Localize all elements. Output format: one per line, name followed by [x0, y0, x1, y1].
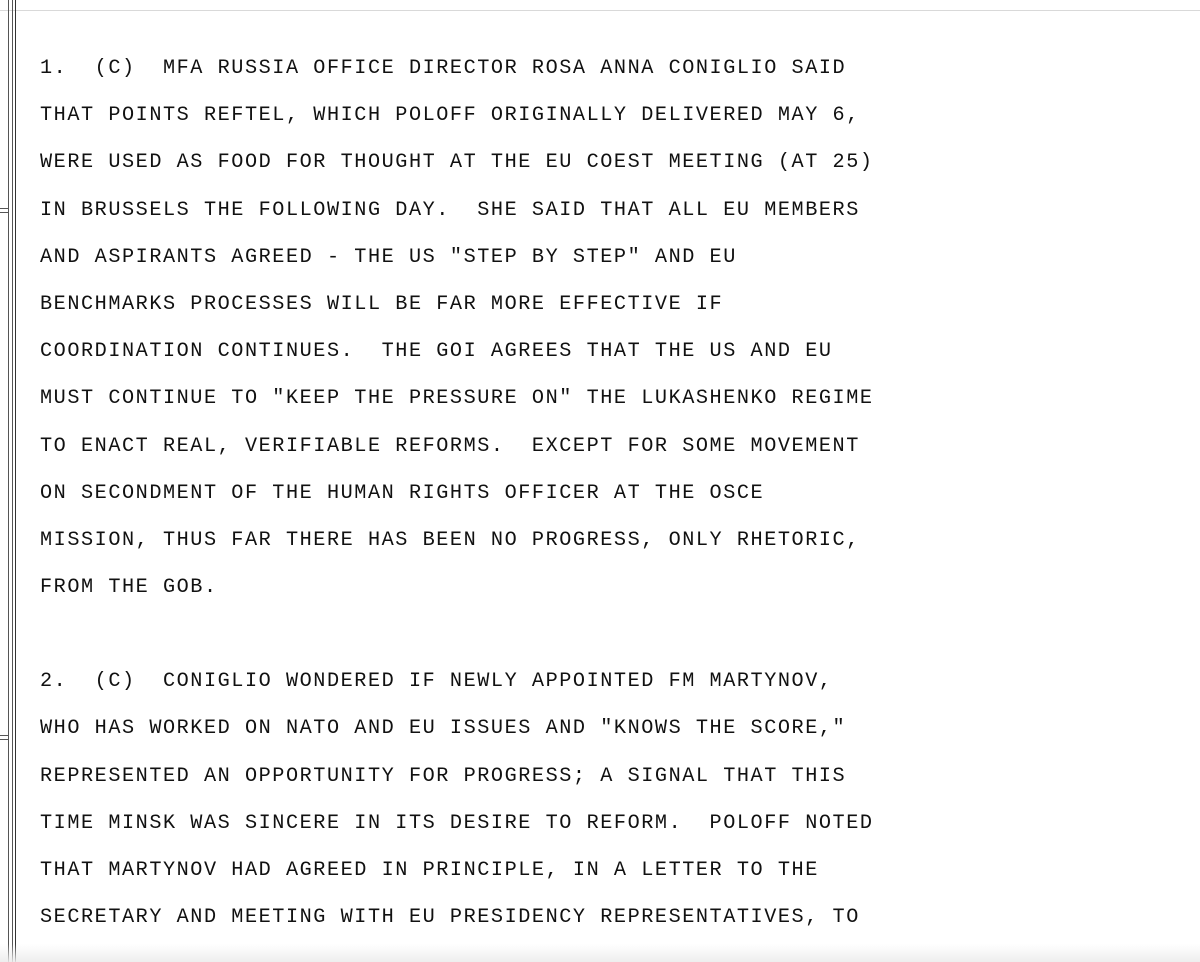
left-margin-rule — [8, 0, 9, 962]
text-line: MUST CONTINUE TO "KEEP THE PRESSURE ON" THE LUKASHENKO REGIME — [40, 387, 874, 411]
text-line: BENCHMARKS PROCESSES WILL BE FAR MORE EFFECTIVE IF — [40, 292, 724, 316]
text-line: THAT POINTS REFTEL, WHICH POLOFF ORIGINALLY DELIVERED MAY 6, — [40, 104, 860, 128]
cable-text-body — [40, 45, 1180, 941]
text-line: REPRESENTED AN OPPORTUNITY FOR PROGRESS; A SIGNAL THAT THIS — [40, 764, 847, 788]
text-line: 1. (C) MFA RUSSIA OFFICE DIRECTOR ROSA ANNA CONIGLIO SAID — [40, 57, 847, 80]
text-line: THAT MARTYNOV HAD AGREED IN PRINCIPLE, IN A LETTER TO THE — [40, 859, 819, 882]
margin-tick — [0, 739, 9, 740]
top-border-line — [0, 10, 1200, 11]
text-line: WHO HAS WORKED ON NATO AND EU ISSUES AND "KNOWS THE SCORE," — [40, 717, 847, 741]
text-line: WERE USED AS FOOD FOR THOUGHT AT THE EU COEST MEETING (AT 25) — [40, 151, 874, 175]
text-line: AND ASPIRANTS AGREED - THE US "STEP BY STEP" AND EU — [40, 245, 737, 269]
paragraph-1 — [40, 45, 1180, 611]
bottom-fade — [0, 944, 1200, 962]
text-line: IN BRUSSELS THE FOLLOWING DAY. SHE SAID THAT ALL EU MEMBERS — [40, 198, 860, 222]
paragraph-spacer — [40, 611, 1180, 658]
margin-tick — [0, 735, 9, 736]
text-line: SECRETARY AND MEETING WITH EU PRESIDENCY REPRESENTATIVES, TO — [40, 906, 860, 930]
text-line: COORDINATION CONTINUES. THE GOI AGREES THAT THE US AND EU — [40, 340, 833, 364]
text-line: ON SECONDMENT OF THE HUMAN RIGHTS OFFICER AT THE OSCE — [40, 481, 765, 505]
left-margin-rule — [15, 0, 16, 962]
text-line: 2. (C) CONIGLIO WONDERED IF NEWLY APPOINTED FM MARTYNOV, — [40, 670, 833, 694]
text-line: MISSION, THUS FAR THERE HAS BEEN NO PROGRESS, ONLY RHETORIC, — [40, 528, 860, 552]
margin-tick — [0, 212, 9, 213]
left-margin-rule — [12, 0, 13, 962]
paragraph-2 — [40, 658, 1180, 941]
margin-tick — [0, 208, 9, 209]
text-line: TIME MINSK WAS SINCERE IN ITS DESIRE TO REFORM. POLOFF NOTED — [40, 811, 874, 835]
text-line: TO ENACT REAL, VERIFIABLE REFORMS. EXCEPT FOR SOME MOVEMENT — [40, 434, 860, 458]
text-line: FROM THE GOB. — [40, 576, 218, 600]
